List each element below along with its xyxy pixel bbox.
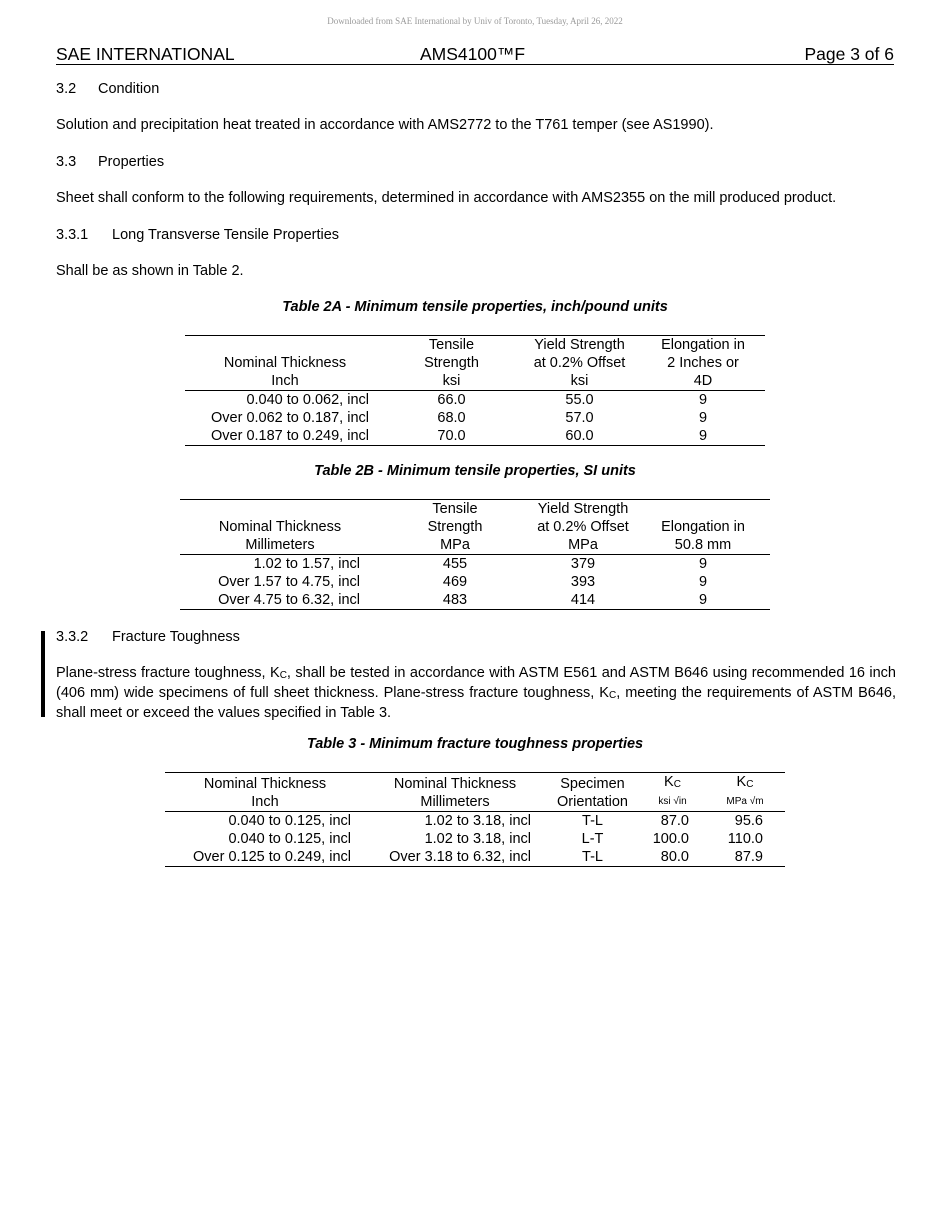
table-cell: 0.040 to 0.062, incl [246,392,369,408]
table-3-header [705,773,785,794]
table-cell: 9 [636,591,770,610]
table-3-caption: Table 3 - Minimum fracture toughness properties [306,736,644,752]
table-2b-header: Yield Strength [537,501,629,517]
header-page-number: Page 3 of 6 [804,44,894,64]
table-cell: 55.0 [565,392,594,408]
para-text: , meeting the requirements of ASTM B646, shall meet or exceed the values specified in Table 3. [56,685,896,721]
table-cell: 379 [570,556,596,572]
table-3-header: MPa √m [705,793,785,812]
section-number: 3.2 [56,81,77,97]
table-row [185,391,765,410]
table-cell: Over 0.125 to 0.249, incl [165,848,365,867]
table-2a-header: 2 Inches or [667,355,739,371]
subscript: C [608,690,617,701]
table-2a [185,335,765,446]
table-2a-caption: Table 2A - Minimum tensile properties, inch/pound units [282,299,668,315]
table-cell: 100.0 [652,831,689,847]
table-cell: 455 [442,556,468,572]
table-cell: 9 [698,556,708,572]
table-cell: 1.02 to 3.18, incl [424,831,531,847]
table-row [180,591,770,610]
table-row [180,573,770,591]
table-2a-header: at 0.2% Offset [533,355,626,371]
section-3-3-2-text [56,664,896,722]
section-3-2-text: Solution and precipitation heat treated in accordance with AMS2772 to the T761 temper (see AS1990). [56,117,714,133]
table-cell: Over 0.187 to 0.249, incl [185,427,385,446]
table-3-header: Orientation [545,793,640,812]
table-cell: 0.040 to 0.125, incl [228,831,351,847]
table-cell: 110.0 [727,831,763,847]
table-cell: 9 [641,427,765,446]
table-cell: 9 [698,574,708,590]
change-bar [41,631,45,717]
section-title: Condition [98,81,160,97]
table-cell: 393 [570,574,596,590]
section-3-3-1-text: Shall be as shown in Table 2. [56,263,244,279]
table-2a-header: Inch [185,372,385,391]
table-cell: L-T [581,831,604,847]
header-org: SAE INTERNATIONAL [56,44,235,64]
subscript: C [746,779,754,790]
section-3-3-heading [56,153,164,171]
table-cell: 66.0 [437,392,466,408]
table-row [165,812,785,831]
table-2a-header: Tensile [428,337,475,353]
table-cell: 414 [530,591,636,610]
section-3-3-text: Sheet shall conform to the following requirements, determined in accordance with AMS2355 on the mill produced product. [56,190,837,206]
table-cell: T-L [582,813,603,829]
table-2b [180,499,770,610]
section-number: 3.3.2 [56,629,89,645]
table-3-header: Nominal Thickness [203,776,327,792]
table-cell: 57.0 [565,410,594,426]
download-watermark: Downloaded from SAE International by Univ of Toronto, Tuesday, April 26, 2022 [327,16,623,26]
table-2a-header: ksi [518,372,641,391]
table-2b-header: MPa [380,536,530,555]
table-row [185,409,765,427]
table-row [180,555,770,574]
section-number: 3.3 [56,154,77,170]
section-title: Properties [98,154,165,170]
table-2a-header: Nominal Thickness [223,355,347,371]
table-2b-header [636,500,770,519]
table-cell: 87.0 [660,813,689,829]
table-cell: 469 [442,574,468,590]
table-3 [165,772,785,867]
section-3-3-2-heading [56,628,240,646]
table-2a-header [185,336,385,355]
table-2b-header: Nominal Thickness [218,519,342,535]
table-2b-header: Tensile [432,501,478,517]
table-cell: 483 [380,591,530,610]
table-cell: 80.0 [640,848,705,867]
table-row [165,848,785,867]
table-cell: 87.9 [705,848,785,867]
table-cell: Over 0.062 to 0.187, incl [211,410,369,426]
table-3-header: Nominal Thickness [393,776,517,792]
section-number: 3.3.1 [56,227,89,243]
table-3-header: Millimeters [365,793,545,812]
table-cell: 68.0 [437,410,466,426]
table-2b-header: Millimeters [180,536,380,555]
table-2a-header: ksi [385,372,518,391]
table-row [165,830,785,848]
table-cell: Over 3.18 to 6.32, incl [365,848,545,867]
section-title: Long Transverse Tensile Properties [112,227,340,243]
kc-symbol: K [664,774,674,790]
table-2a-header: Elongation in [661,337,745,353]
table-2b-header: Strength [427,519,483,535]
table-2b-header: Elongation in [661,519,745,535]
table-3-header: ksi √in [640,793,705,812]
table-2b-header [180,500,380,519]
section-3-2-heading [56,80,159,98]
table-cell: Over 4.75 to 6.32, incl [180,591,380,610]
table-cell: 1.02 to 1.57, incl [253,556,360,572]
table-2b-caption: Table 2B - Minimum tensile properties, SI units [314,463,636,479]
table-2b-header: at 0.2% Offset [537,519,629,535]
table-2a-header: Strength [424,355,479,371]
table-2a-header: 4D [641,372,765,391]
table-cell: Over 1.57 to 4.75, incl [218,574,360,590]
subscript: C [673,779,681,790]
header-doc-id: AMS4100™F [420,44,526,64]
para-text: Plane-stress fracture toughness, K [56,665,280,681]
para-text: , shall be tested in accordance with ASTM E561 and ASTM B646 using recommended 16 inch (406 mm) wide specimens of full sheet thickness. Plane-stress fracture toughness, K [56,665,896,701]
table-row [185,427,765,446]
table-2b-header: MPa [530,536,636,555]
table-cell: 0.040 to 0.125, incl [228,813,351,829]
table-cell: 70.0 [385,427,518,446]
table-2b-header: 50.8 mm [636,536,770,555]
kc-symbol: K [736,774,747,790]
header-rule [56,64,894,65]
table-3-header: Specimen [560,776,625,792]
section-3-3-1-heading [56,226,339,244]
table-cell: 9 [698,410,708,426]
table-2a-header: Yield Strength [534,337,625,353]
table-cell: 60.0 [518,427,641,446]
table-3-header [640,773,705,794]
table-cell: T-L [545,848,640,867]
table-cell: 1.02 to 3.18, incl [424,813,531,829]
subscript: C [279,670,287,681]
section-title: Fracture Toughness [112,629,240,645]
table-cell: 9 [698,392,708,408]
table-cell: 95.6 [734,813,763,829]
table-3-header: Inch [165,793,365,812]
